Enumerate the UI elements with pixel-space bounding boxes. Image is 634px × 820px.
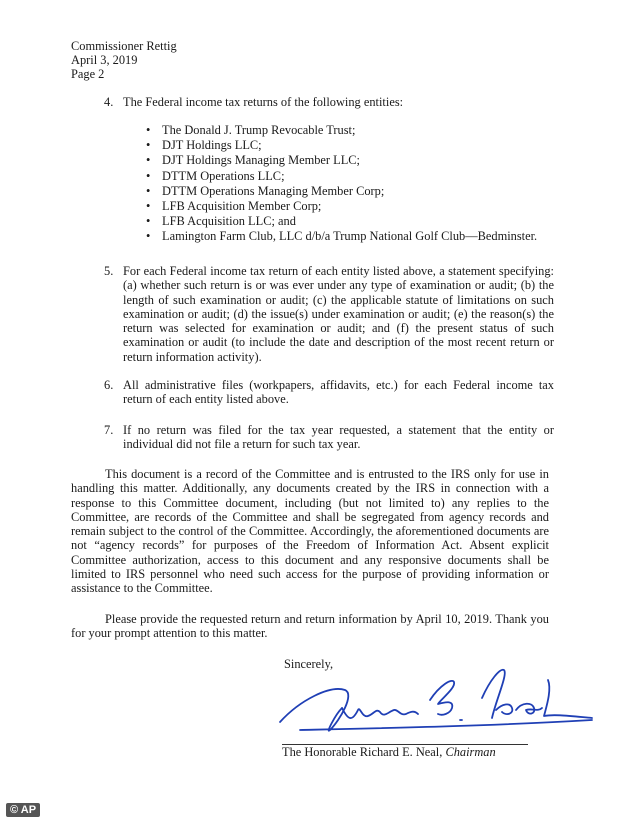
list-item: • LFB Acquisition LLC; and bbox=[146, 214, 537, 229]
signer-title: Chairman bbox=[445, 745, 496, 759]
signer-name: The Honorable Richard E. Neal, bbox=[282, 745, 446, 759]
item-text: For each Federal income tax return of each entity listed above, a statement specifying: (a) whether such return is or was ever under any type of examination or audit; (b) the length of such examination or audit; (c) the applicable statute of limitations on such examination or audit; (d) the issue(s) under examination or audit; (e) the reason(s) the return was selected for examination or audit; and (f) the present status of such examination or audit (to include the date and description of the most recent return or return information activity). bbox=[123, 264, 554, 364]
signer-block bbox=[282, 745, 496, 760]
request-item-7 bbox=[104, 423, 554, 452]
list-item: • The Donald J. Trump Revocable Trust; bbox=[146, 123, 537, 138]
request-item-4 bbox=[104, 95, 554, 109]
entity-list bbox=[146, 123, 537, 245]
item-text: The Federal income tax returns of the following entities: bbox=[123, 95, 404, 109]
page-number: Page 2 bbox=[71, 67, 105, 81]
letter-date: April 3, 2019 bbox=[71, 53, 138, 67]
item-number: 5. bbox=[104, 264, 114, 278]
photo-credit-badge: © AP bbox=[6, 803, 40, 817]
list-item: • DJT Holdings LLC; bbox=[146, 138, 537, 153]
list-item: • DTTM Operations LLC; bbox=[146, 169, 537, 184]
item-number: 6. bbox=[104, 378, 114, 392]
list-item: • DTTM Operations Managing Member Corp; bbox=[146, 184, 537, 199]
closing: Sincerely, bbox=[284, 657, 334, 671]
records-paragraph: This document is a record of the Committee and is entrusted to the IRS only for use in handling this matter. Additionally, any documents created by the IRS in connection with a response to this Committee document, including (but not limited to) any replies to the Committee, are records of the Committee and shall be segregated from agency records and remain subject to the control of the Committee. Accordingly, the aforementioned documents are not “agency records” for purposes of the Freedom of Information Act. Absent explicit Committee authorization, access to this document and any responsive documents shall be limited to IRS personnel who need such access for the purpose of providing information or assistance to the Committee. bbox=[71, 467, 549, 596]
list-item: • Lamington Farm Club, LLC d/b/a Trump National Golf Club—Bedminster. bbox=[146, 229, 537, 244]
request-item-5 bbox=[104, 264, 554, 364]
request-deadline-paragraph: Please provide the requested return and return information by April 10, 2019. Thank you for your prompt attention to this matter. bbox=[71, 612, 549, 641]
list-item: • LFB Acquisition Member Corp; bbox=[146, 199, 537, 214]
signature-image bbox=[270, 660, 600, 740]
item-number: 7. bbox=[104, 423, 114, 437]
item-number: 4. bbox=[104, 95, 114, 109]
request-item-6 bbox=[104, 378, 554, 407]
item-text: All administrative files (workpapers, affidavits, etc.) for each Federal income tax return of each entity listed above. bbox=[123, 378, 554, 407]
recipient: Commissioner Rettig bbox=[71, 39, 177, 53]
list-item: • DJT Holdings Managing Member LLC; bbox=[146, 153, 537, 168]
item-text: If no return was filed for the tax year requested, a statement that the entity or individual did not file a return for such tax year. bbox=[123, 423, 554, 452]
letter-header bbox=[71, 39, 177, 81]
